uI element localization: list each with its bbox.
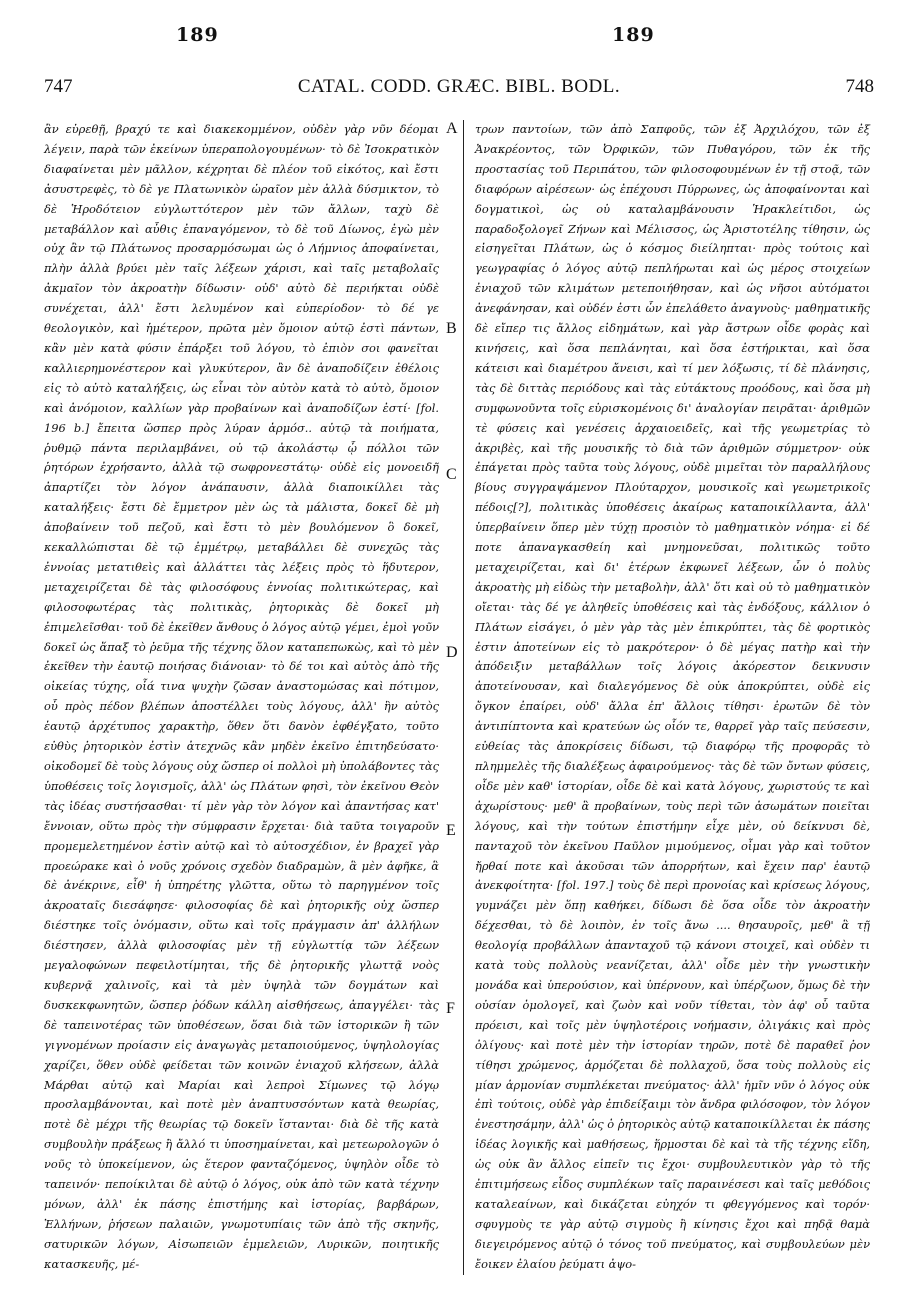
left-column-text: ἂν εὑρεθῇ, βραχύ τε καὶ διακεκομμένον, οὐδὲν γὰρ νῦν δέομαι λέγειν, παρὰ τῶν ἐκείνων ὑπεραπολογουμένων· τὸ δὲ Ἰσοκρατικὸν διαφαίνεται μὲν μᾶλλον, κέχρηται δὲ πλέον τοῦ εἰκότος, καὶ ἔστι ἀσυστρεφὲς, τὸ δὲ γε Πλατωνικὸν ὡραῖον μὲν ἀλλὰ δύσμικτον, τὸ δὲ Ἡροδότειον εὐγλωττότερον μὲν τῶν ἄλλων, ταχὺ δὲ μεταβάλλον καὶ αὖθις ἐπαναγόμενον, τὸ δὲ τοῦ Δίωνος, ἐγὼ μὲν οὐχ ἂν τῷ Πλάτωνος προσαρμόσωμαι ὡς ὁ Λήμνιος ἀποφαίνεται, πλὴν ἀλλὰ βρύει μὲν ταῖς λέξεων χάρισι, καὶ ταῖς μεταβολαῖς ἀκμαῖον τὸν ἀκροατὴν δίδωσιν· οὐδ' αὐτὸ δὲ περιήκται οὐδὲ συνέχεται, ἀλλ' ἔστι λελυμένον καὶ εὐπερίοδον· τὸ δέ γε θεολογικὸν, καὶ ἡμέτερον, πρῶτα μὲν ὅμοιον αὐτῷ ἐστὶ πάντων, κἂν μὲν κατὰ φύσιν ἐπάρξει τοῦ λόγου, τὸ ἐπιὸν σοι φανεῖται καλλιερημονέστερον καὶ γλυκύτερον, ἂν δὲ ἀναποδίζειν ἐθέλοις εἰς τὸ αὐτὸ καταλήξεις, ὡς εἶναι τὸν αὐτὸν κατὰ τὸ αὐτὸ, ὅμοιον καὶ ἀνόμοιον, καλλίων γὰρ προβαίνων καὶ ἀναποδίζων ἐστί· [fol. 196 b.] ἔπειτα ὥσπερ πρὸς λύραν ἁρμόσ.. αὐτῷ τὰ ποιήματα, ῥυθμῷ πάντα περιλαμβάνει, οὐ τῷ ἀκολάστῳ ᾧ πόλλοι τῶν ῥητόρων ἐχρήσαντο, ἀλλὰ τῷ σωφρονεστάτῳ· οὐδὲ εἰς μονοειδῆ ἀπαρτίζει τὸν λόγον ἀνάπαυσιν, ἀλλὰ διαποικίλλει τὰς καταλήξεις· ἔστι δὲ ἔμμετρον μὲν ὡς τὰ μάλιστα, δοκεῖ δὲ μὴ ἀποβαίνειν τοῦ πεζοῦ, καὶ ἔστι τὸ μὲν βουλόμενον ὃ δοκεῖ, κεκαλλώπισται δὲ τῷ ἐμμέτρῳ, μεταβάλλει δὲ συνεχῶς τὰς ἐννοίας μετατιθεὶς καὶ ἀλλάττει τὰς λέξεις πρὸς τὸ ἥδυτερον, μεταχειρίζεται δὲ τὰς φιλοσόφους ἐννοίας πολιτικώτερας, καὶ φιλοσοφωτέρας τὰς πολιτικὰς, ῥητορικὰς δὲ δοκεῖ μὴ ἐπιμελεῖσθαι· τοῦ δὲ ἐκεῖθεν ἄνθους ὁ λόγος αὐτῷ γέμει, ἐμοὶ γοῦν δοκεῖ ὡς ἅπαξ τὸ ῥεῦμα τῆς τέχνης ὅλον καταπεπωκὼς, καὶ τὸ μὲν ἐκεῖθεν τὴν ἑαυτῷ ποιήσας διάνοιαν· τὸ δέ τοι καὶ αὐτὸς ἀπὸ τῆς οἰκείας τύχης, οἷά τινα ψυχὴν ζῶσαν ἀναστομώσας καὶ πότιμον, οὗ πρὸς πέδον βλέπων ἀποστέλλει τοὺς λόγους, ἀλλ' ἣν αὐτὸς ἑαυτῷ ἀρχέτυπος χαρακτὴρ, ὅθεν ὅτι δανὸν ἐφθέγξατο, τοῦτο εὐθὺς ῥητορικὸν ἐστὶν ἀτεχνῶς κἂν μηδὲν ἐκεῖνο ἐπιτηδεύσατο· οἰκοδομεῖ δὲ τοὺς λόγους οὐχ ὥσπερ οἱ πολλοὶ μὴ ὑπολάβοντες τὰς ὑποθέσεις τοῖς λογισμοῖς, ἀλλ' ὡς Πλάτων φησὶ, τὸν ἐκεῖνου Θεὸν τὰς ἰδέας συστήσασθαι· τί μὲν γὰρ τὸν λόγον καὶ ἀπαντήσας κατ' ἔννοιαν, οὕτω πρὸς τὴν σύμφρασιν ἔρχεται· διὰ ταῦτα τοιγαροῦν προμεμελετημένον ἐστὶν αὐτῷ καὶ τὸ αὐτοσχέδιον, ἐν βραχεῖ γὰρ προεώρακε καὶ ὁ νοῦς χρόνοις σχεδὸν διαδραμὼν, ἃ μὲν ἀφῆκε, ἃ δὲ ἀνέκρινε, εἶθ' ἡ ὑπηρέτης γλῶττα, οὕτω τὸ παρηγμένον τοῖς ἀκροαταῖς διεσάφησε· φιλοσοφίας δὲ καὶ ῥητορικῆς οὐχ ὥσπερ διέστηκε τοῖς ὀνόμασιν, οὕτω καὶ τοῖς πράγμασιν ἀπ' ἀλλήλων διέστησεν, ἀλλὰ φιλοσοφίας μὲν τῇ εὐγλωττίᾳ τῶν λέξεων μεγαλοφώνων πεφειλοτίμηται, τῆς δὲ ῥητορικῆς γλωττᾷ νοὸς κυβερνᾷ χαλινοῖς, καὶ τὰ μὲν ὑψηλὰ τῶν δογμάτων καὶ δυσκεκφωνητῶν, ὥσπερ ῥόδων κάλλη αἰσθήσεως, ἀπαγγέλει· τὰς δὲ ταπεινοτέρας τῶν ὑποθέσεων, ὅσαι διὰ τῶν ἱστορικῶν ἢ τῶν γιγνομένων προίασιν εἰς ἀναγωγὰς μεταποιούμενος, ὑψηλολογίας χαρίζει, ὅθεν οὐδὲ φείδεται τῶν κοινῶν ἐνιαχοῦ κλήσεων, ἀλλὰ Μάρθαι αὐτῷ καὶ Μαρίαι καὶ λεπροὶ Σίμωνες τῷ λόγῳ προσλαμβάνονται, καὶ ποτὲ μὲν ἀναπτυσσόντων κατὰ θεωρίας, ποτὲ δὲ μέχρι τῆς θεωρίας τῷ δοκεῖν ἵστανται· διὰ δὲ τῆς κατὰ συμβουλὴν πράξεως ἢ ἄλλό τι ὑποσημαίνεται, καὶ μετεωρολογῶν ὁ νοῦς τὸ ὑποκείμενον, ὡς ἕτερον φανταζόμενος, ὑψηλὸν οἶδε τὸ ταπεινόν· πεποίκιλται δὲ αὐτῷ ὁ λόγος, οὐκ ἀπὸ τῶν κατὰ τέχνην μόνων, ἀλλ' ἐκ πάσης ἐπιστήμης καὶ ἱστορίας, βαρβάρων, Ἑλλήνων, ῥήσεων παλαιῶν, γνωμοτυπίαις τῶν ἀπὸ τῆς σκηνῆς, σατυρικῶν λόγων, Αἰσωπειῶν ἐμμελειῶν, Λυρικῶν, ποιητικῆς κατασκευῆς, μέ- [44, 122, 439, 1271]
margin-letter-d: D [446, 644, 458, 661]
margin-letter-b: B [446, 320, 457, 337]
page-number-right: 748 [845, 76, 874, 97]
margin-letter-c: C [446, 466, 457, 483]
right-text-column [475, 120, 870, 1275]
handwritten-number-right: 189 [612, 24, 655, 46]
column-divider [463, 120, 464, 1275]
margin-letter-f: F [446, 1000, 455, 1017]
running-header [44, 76, 874, 104]
page-title: CATAL. CODD. GRÆC. BIBL. BODL. [297, 76, 621, 97]
handwritten-number-left: 189 [176, 24, 219, 46]
left-text-column [44, 120, 439, 1275]
margin-letter-a: A [446, 120, 458, 137]
page-number-left: 747 [44, 76, 73, 97]
margin-letter-e: E [446, 822, 456, 839]
right-column-text: τρων παντοίων, τῶν ἀπὸ Σαπφοῦς, τῶν ἐξ Ἀρχιλόχου, τῶν ἐξ Ἀνακρέοντος, τῶν Ὀρφικῶν, τῶν Πυθαγόρου, τῶν ἐκ τῆς προστασίας τοῦ Περιπάτου, τῶν φιλοσοφουμένων ἐν τῇ στοᾷ, τῶν διαφόρων αἱρέσεων· ὡς ἐπέχουσι Πύρρωνες, ὡς ἀποφαίνονται καὶ δογματικοὶ, ὡς οὐ καταλαμβάνουσιν Ἡρακλείτιδοι, ὡς παραδοξολογεῖ Ζήνων καὶ Μέλισσος, ὡς Ἀριστοτέλης τίθησιν, ὡς εἰσηγεῖται Πλάτων, ὡς ὁ κόσμος διείληπται· πρὸς τούτοις καὶ γεωγραφίας ὁ λόγος αὐτῷ πεπλήρωται καὶ ὡς μέρος στοιχείων ἐνιαχοῦ τῶν κλιμάτων μετεποιήθησαν, καὶ ὡς νῆσοι αὐτόματοι ἀνεφάνησαν, καὶ οὐδέν ἐστι ὧν ἐπελάθετο ἀναγνοὺς· μαθηματικῆς δὲ εἴπερ τις ἄλλος εἰδημάτων, καὶ γὰρ ἄστρων οἶδε φορὰς καὶ κινήσεις, καὶ ὅσα πεπλάνηται, καὶ ὅσα ἐστήρικται, καὶ ὅσα κάτεισι καὶ διαμέτρου ἄνεισι, καὶ τί μεν λόξωσις, τί δὲ πλάνησις, τὰς δὲ διττὰς περιόδους καὶ τὰς εὐτάκτους προόδους, καὶ ὅσα μὴ συμφωνοῦντα τοῖς εὑρισκομένοις δι' ἀναλογίαν πειρᾶται· ἀριθμῶν τὲ φύσεις καὶ γενέσεις ἀρχαιοειδεῖς, καὶ τῆς γεωμετρίας τὸ ἀκριβὲς, καὶ τῆς μουσικῆς τὸ διὰ τῶν ἀριθμῶν σύμμετρον· οὐκ ἐπάγεται πρὸς ταῦτα τοὺς λόγους, οὐδὲ μιμεῖται τὸν παραλλήλους βίους συγγραψάμενον Πλούταρχον, μουσικοῖς καὶ γεωμετρικοῖς πέδοις[?], πολιτικὰς ὑποθέσεις ἀκαίρως καταποικίλλαντα, ἀλλ' ὑπερβαίνειν ὅπερ μὲν τύχῃ προσιὸν τὸ μαθηματικὸν νόημα· εἰ δέ ποτε ἀπαναγκασθείη καὶ μνημονεῦσαι, πολιτικῶς τοῦτο μεταχειρίζεται, καὶ δι' ἑτέρων ἐκφωνεῖ λέξεων, ὧν ὁ πολὺς ἀκροατὴς μὴ εἰδὼς τὴν μεταβολὴν, ἀλλ' ὅτι καὶ οὐ τὸ μαθηματικὸν οἴεται· τὰς δέ γε ἀληθεῖς ὑποθέσεις καὶ τὰς ἐνδόξους, κάλλιον ὁ Πλάτων εἰσάγει, ὁ μὲν γὰρ τὰς μὲν ἐπικρύπτει, τὰς δὲ φορτικὸς ἐστιν ἀποτείνων εἰς τὸ μακρότερον· ὁ δὲ μέγας πατὴρ καὶ τὴν ἀπόδειξιν μεταβάλλων τοῖς λόγοις ἀκόρεστον δεικνυσιν ἀποτείνουσαν, καὶ διαλεγόμενος δὲ οὐκ ἀποκρύπτει, οὐδὲ εἰς ὄγκον ἐπαίρει, οὐδ' ἄλλα ἐπ' ἄλλοις τίθησι· ἐρωτῶν δὲ τὸν ἀντιπίπτοντα καὶ κρατεύων ὡς οἷόν τε, θαρρεῖ γὰρ ταῖς πεύσεσιν, εὐθείας τὰς ἀποκρίσεις δίδωσι, τῷ διαφόρῳ τῆς προφορᾶς τὸ πλημμελὲς τῆς διαλέξεως ἀφαιρούμενος· τὰς δὲ τῶν ὄντων φύσεις, οἶδε μὲν καθ' ἱστορίαν, οἶδε δὲ καὶ κατὰ λόγους, χωριστούς τε καὶ ἀχωρίστους· μεθ' ἃ προβαίνων, τοὺς περὶ τῶν ἀσωμάτων ποιεῖται λόγους, καὶ τὴν τούτων ἐπιστήμην εἶχε μὲν, οὐ δείκνυσι δὲ, πανταχοῦ τὸν ἐκεῖνου Παῦλον μιμούμενος, οἶμαι γὰρ καὶ τοῦτον ἤρθαί ποτε καὶ ἀκοῦσαι τῶν ἀπορρήτων, καὶ ἔχειν παρ' ἑαυτῷ ἀνεκφοίτητα· [fol. 197.] τοὺς δὲ περὶ προνοίας καὶ κρίσεως λόγους, γυμνάζει μὲν ὅπῃ καθήκει, δίδωσι δὲ ὅσα οἶδε τὸν ἀκροατὴν δέχεσθαι, τὸ δὲ λοιπὸν, ἐν τοῖς ἄνω .... θησαυροῖς, μεθ' ἃ τῇ θεολογίᾳ προβάλλων ἀπανταχοῦ τῷ κάνονι στοιχεῖ, καὶ οὐδὲν τι κατὰ τοὺς πολλοὺς νεανίζεται, ἀλλ' οἶδε μὲν τὴν γνωστικὴν μονάδα καὶ ὑπερούσιον, καὶ ὑπέρνουν, καὶ ὑπέρζωον, ὅμως δὲ τὴν οὐσίαν ὁμολογεῖ, καὶ ζωὸν καὶ νοῦν τίθεται, τὸν ἀφ' οὗ ταῦτα πρόεισι, καὶ τοῖς μὲν ὑψηλοτέροις νοήμασιν, ὀλιγάκις καὶ πρὸς ὀλίγους· καὶ ποτὲ μὲν τὴν ἱστορίαν τηρῶν, ποτὲ δὲ παραθεῖ ῥον τίθησι χρώμενος, ἁρμόζεται δὲ πολλαχοῦ, ὅσα τοὺς πολλοὺς εἰς μίαν ἁρμονίαν συμπλέκεται πνεύματος· ἀλλ' ἡμῖν νῦν ὁ λόγος οὐκ ἐπὶ τούτοις, οὐδὲ γὰρ ἐπιδείξαιμι τὸν ἄνδρα φιλόσοφον, τὸν λόγον ἐνεστησάμην, ἀλλ' ὡς ὁ ῥητορικὸς αὐτῷ καταποικίλλεται ἐκ πάσης ἰδέας λογικῆς καὶ μαθήσεως, ἥρμοσται δὲ καὶ τὰ τῆς τέχνης εἴδη, ὡς οὐκ ἂν ἄλλος εἰπεῖν τις ἔχοι· συμβουλευτικὸν γὰρ τὸ τῆς ἐπιτιμήσεως εἶδος συμπλέκων ταῖς παραινέσεσι καὶ ταῖς μεθόδοις καταλεαίνων, καὶ δικάζεται εὐηχόν τι φθεγγόμενος καὶ τορόν· σφυγμοὺς τε γὰρ αὐτῷ σιγμοὺς ἢ κίνησις ἔχοι καὶ πηδᾷ θαμὰ διεγειρόμενος αὐτῷ ὁ τόνος τοῦ πνεύματος, καὶ συμβουλεύων μὲν ἔοικεν ἐλαίου ῥεύματι ἀψο- [475, 122, 870, 1271]
